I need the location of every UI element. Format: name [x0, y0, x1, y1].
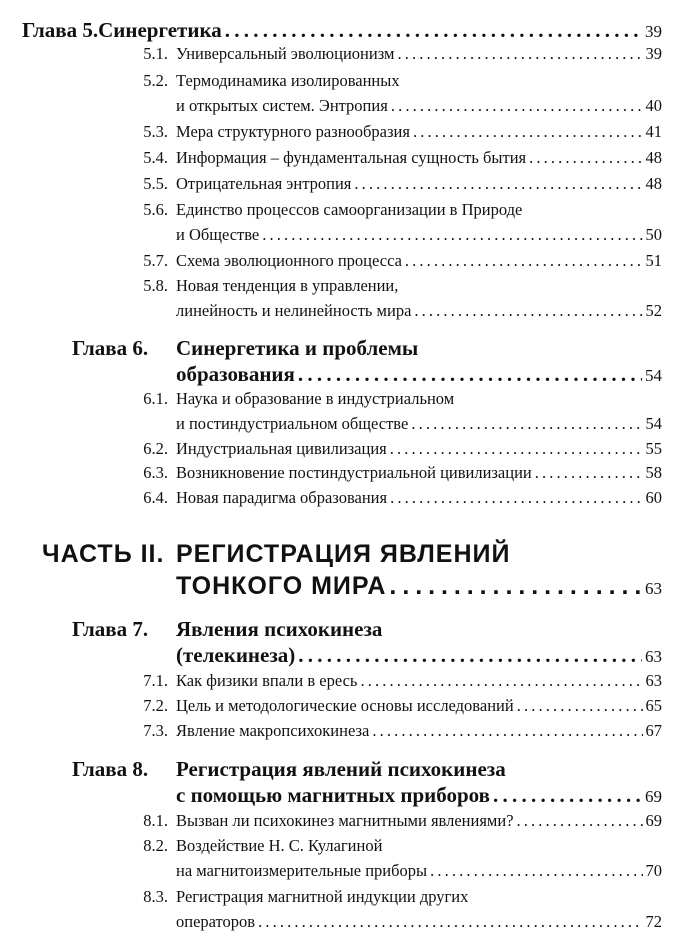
toc-number: 8.1.: [143, 811, 168, 830]
leader-dots: [517, 696, 643, 716]
toc-entry-title: Вызван ли психокинез магнитными явлениями?: [176, 811, 514, 830]
toc-number: 5.5.: [143, 174, 168, 193]
toc-entry-page: 39: [645, 44, 662, 63]
leader-dots: [372, 721, 642, 741]
chapter6-label: Глава 6.: [72, 336, 149, 360]
chapter8-label: Глава 8.: [72, 757, 149, 781]
toc-number: 6.2.: [143, 439, 168, 458]
chapter7-heading[interactable]: [176, 643, 662, 668]
chapter5-page: 39: [645, 22, 662, 41]
toc-entry-5-7[interactable]: [176, 251, 662, 271]
chapter6-heading[interactable]: [176, 362, 662, 387]
toc-entry-5-3[interactable]: [176, 122, 662, 142]
toc-number: 7.3.: [143, 721, 168, 740]
leader-dots: [411, 414, 642, 434]
toc-entry-page: 55: [645, 439, 662, 458]
toc-entry-title: Возникновение постиндустриальной цивилизации: [176, 463, 532, 482]
toc-entry-title: Цель и методологические основы исследований: [176, 696, 514, 715]
toc-number: 5.2.: [143, 71, 168, 90]
toc-number: 6.1.: [143, 389, 168, 408]
chapter7-title-line1: Явления психокинеза: [176, 617, 383, 641]
toc-number: 7.1.: [143, 671, 168, 690]
part2-heading[interactable]: [176, 572, 662, 601]
toc-entry-page: 54: [645, 414, 662, 433]
toc-entry-title-line1: Воздействие Н. С. Кулагиной: [176, 836, 383, 855]
leader-dots: [414, 301, 642, 321]
toc-entry-page: 72: [645, 912, 662, 931]
toc-entry-title-line1: Наука и образование в индустриальном: [176, 389, 455, 408]
toc-entry-title-line1: Регистрация магнитной индукции других: [176, 887, 469, 906]
leader-dots: [397, 44, 642, 64]
toc-entry-title: Как физики впали в ересь: [176, 671, 358, 690]
leader-dots: [535, 463, 643, 483]
toc-entry-title-line1: Термодинамика изолированных: [176, 71, 400, 90]
chapter5-heading[interactable]: [22, 18, 662, 43]
leader-dots: [405, 251, 643, 271]
toc-number: 6.3.: [143, 463, 168, 482]
toc-number: 5.8.: [143, 276, 168, 295]
part2-title-line1: РЕГИСТРАЦИЯ ЯВЛЕНИЙ: [176, 540, 511, 568]
toc-entry-title: и Обществе: [176, 225, 260, 244]
toc-entry-title: Индустриальная цивилизация: [176, 439, 387, 458]
toc-entry-page: 40: [645, 96, 662, 115]
leader-dots: [298, 643, 642, 668]
toc-entry-6-2[interactable]: [176, 439, 662, 459]
toc-entry-page: 65: [645, 696, 662, 715]
toc-entry-8-3[interactable]: [176, 912, 662, 932]
leader-dots: [390, 488, 642, 508]
toc-entry-6-1[interactable]: [176, 414, 662, 434]
toc-entry-page: 58: [645, 463, 662, 482]
toc-entry-title: и открытых систем. Энтропия: [176, 96, 388, 115]
toc-entry-title: Информация – фундаментальная сущность бытия: [176, 148, 527, 167]
part2-label: ЧАСТЬ II.: [42, 540, 165, 568]
toc-number: 5.3.: [143, 122, 168, 141]
toc-entry-page: 67: [645, 721, 662, 740]
chapter7-label: Глава 7.: [72, 617, 149, 641]
toc-entry-page: 70: [645, 861, 662, 880]
toc-entry-page: 50: [645, 225, 662, 244]
toc-entry-5-6[interactable]: [176, 225, 662, 245]
toc-entry-page: 52: [645, 301, 662, 320]
toc-entry-title: линейность и нелинейность мира: [176, 301, 412, 320]
toc-entry-title-line1: Единство процессов самоорганизации в Природе: [176, 200, 523, 219]
toc-number: 8.3.: [143, 887, 168, 906]
leader-dots: [354, 174, 642, 194]
toc-entry-title: Отрицательная энтропия: [176, 174, 352, 193]
toc-entry-page: 51: [645, 251, 662, 270]
toc-entry-5-5[interactable]: [176, 174, 662, 194]
toc-entry-5-1[interactable]: [176, 44, 662, 64]
leader-dots: [360, 671, 642, 691]
toc-number: 7.2.: [143, 696, 168, 715]
part2-title-line2: ТОНКОГО МИРА: [176, 572, 387, 600]
part2-page: 63: [645, 579, 662, 598]
toc-entry-title: на магнитоизмерительные приборы: [176, 861, 428, 880]
toc-number: 6.4.: [143, 488, 168, 507]
toc-entry-5-8[interactable]: [176, 301, 662, 321]
toc-entry-6-3[interactable]: [176, 463, 662, 483]
toc-number: 8.2.: [143, 836, 168, 855]
toc-entry-title-line1: Новая тенденция в управлении,: [176, 276, 399, 295]
toc-entry-7-1[interactable]: [176, 671, 662, 691]
toc-entry-page: 69: [645, 811, 662, 830]
leader-dots: [413, 122, 643, 142]
toc-entry-page: 48: [645, 148, 662, 167]
leader-dots: [493, 783, 642, 808]
toc-entry-8-1[interactable]: [176, 811, 662, 831]
chapter7-title-line2: (телекинеза): [176, 643, 296, 667]
toc-number: 5.4.: [143, 148, 168, 167]
toc-entry-8-2[interactable]: [176, 861, 662, 881]
toc-entry-5-4[interactable]: [176, 148, 662, 168]
leader-dots: [391, 96, 643, 116]
chapter8-title-line1: Регистрация явлений психокинеза: [176, 757, 506, 781]
toc-entry-6-4[interactable]: [176, 488, 662, 508]
toc-entry-5-2[interactable]: [176, 96, 662, 116]
leader-dots: [430, 861, 642, 881]
toc-entry-page: 63: [645, 671, 662, 690]
leader-dots: [298, 362, 642, 387]
chapter8-page: 69: [645, 787, 662, 806]
toc-entry-page: 60: [645, 488, 662, 507]
chapter7-page: 63: [645, 647, 662, 666]
chapter8-title-line2: с помощью магнитных приборов: [176, 783, 490, 807]
toc-entry-title: Схема эволюционного процесса: [176, 251, 402, 270]
toc-entry-title: Универсальный эволюционизм: [176, 44, 395, 63]
toc-entry-7-3[interactable]: [176, 721, 662, 741]
toc-number: 5.6.: [143, 200, 168, 219]
leader-dots: [225, 18, 642, 43]
chapter6-title-line2: образования: [176, 362, 295, 386]
leader-dots: [529, 148, 642, 168]
leader-dots: [390, 439, 643, 459]
leader-dots: [517, 811, 643, 831]
toc-entry-title: Новая парадигма образования: [176, 488, 388, 507]
toc-number: 5.7.: [143, 251, 168, 270]
toc-entry-title: и постиндустриальном обществе: [176, 414, 409, 433]
chapter5-title: Глава 5.Синергетика: [22, 18, 222, 42]
toc-entry-title: Мера структурного разнообразия: [176, 122, 410, 141]
chapter6-title-line1: Синергетика и проблемы: [176, 336, 419, 360]
toc-entry-page: 48: [645, 174, 662, 193]
toc-number: 5.1.: [143, 44, 168, 63]
toc-entry-7-2[interactable]: [176, 696, 662, 716]
leader-dots: [258, 912, 642, 932]
toc-entry-title: Явление макропсихокинеза: [176, 721, 370, 740]
chapter8-heading[interactable]: [176, 783, 662, 808]
toc-entry-page: 41: [645, 122, 662, 141]
leader-dots: [262, 225, 642, 245]
chapter6-page: 54: [645, 366, 662, 385]
leader-dots: [389, 572, 642, 601]
toc-entry-title: операторов: [176, 912, 256, 931]
